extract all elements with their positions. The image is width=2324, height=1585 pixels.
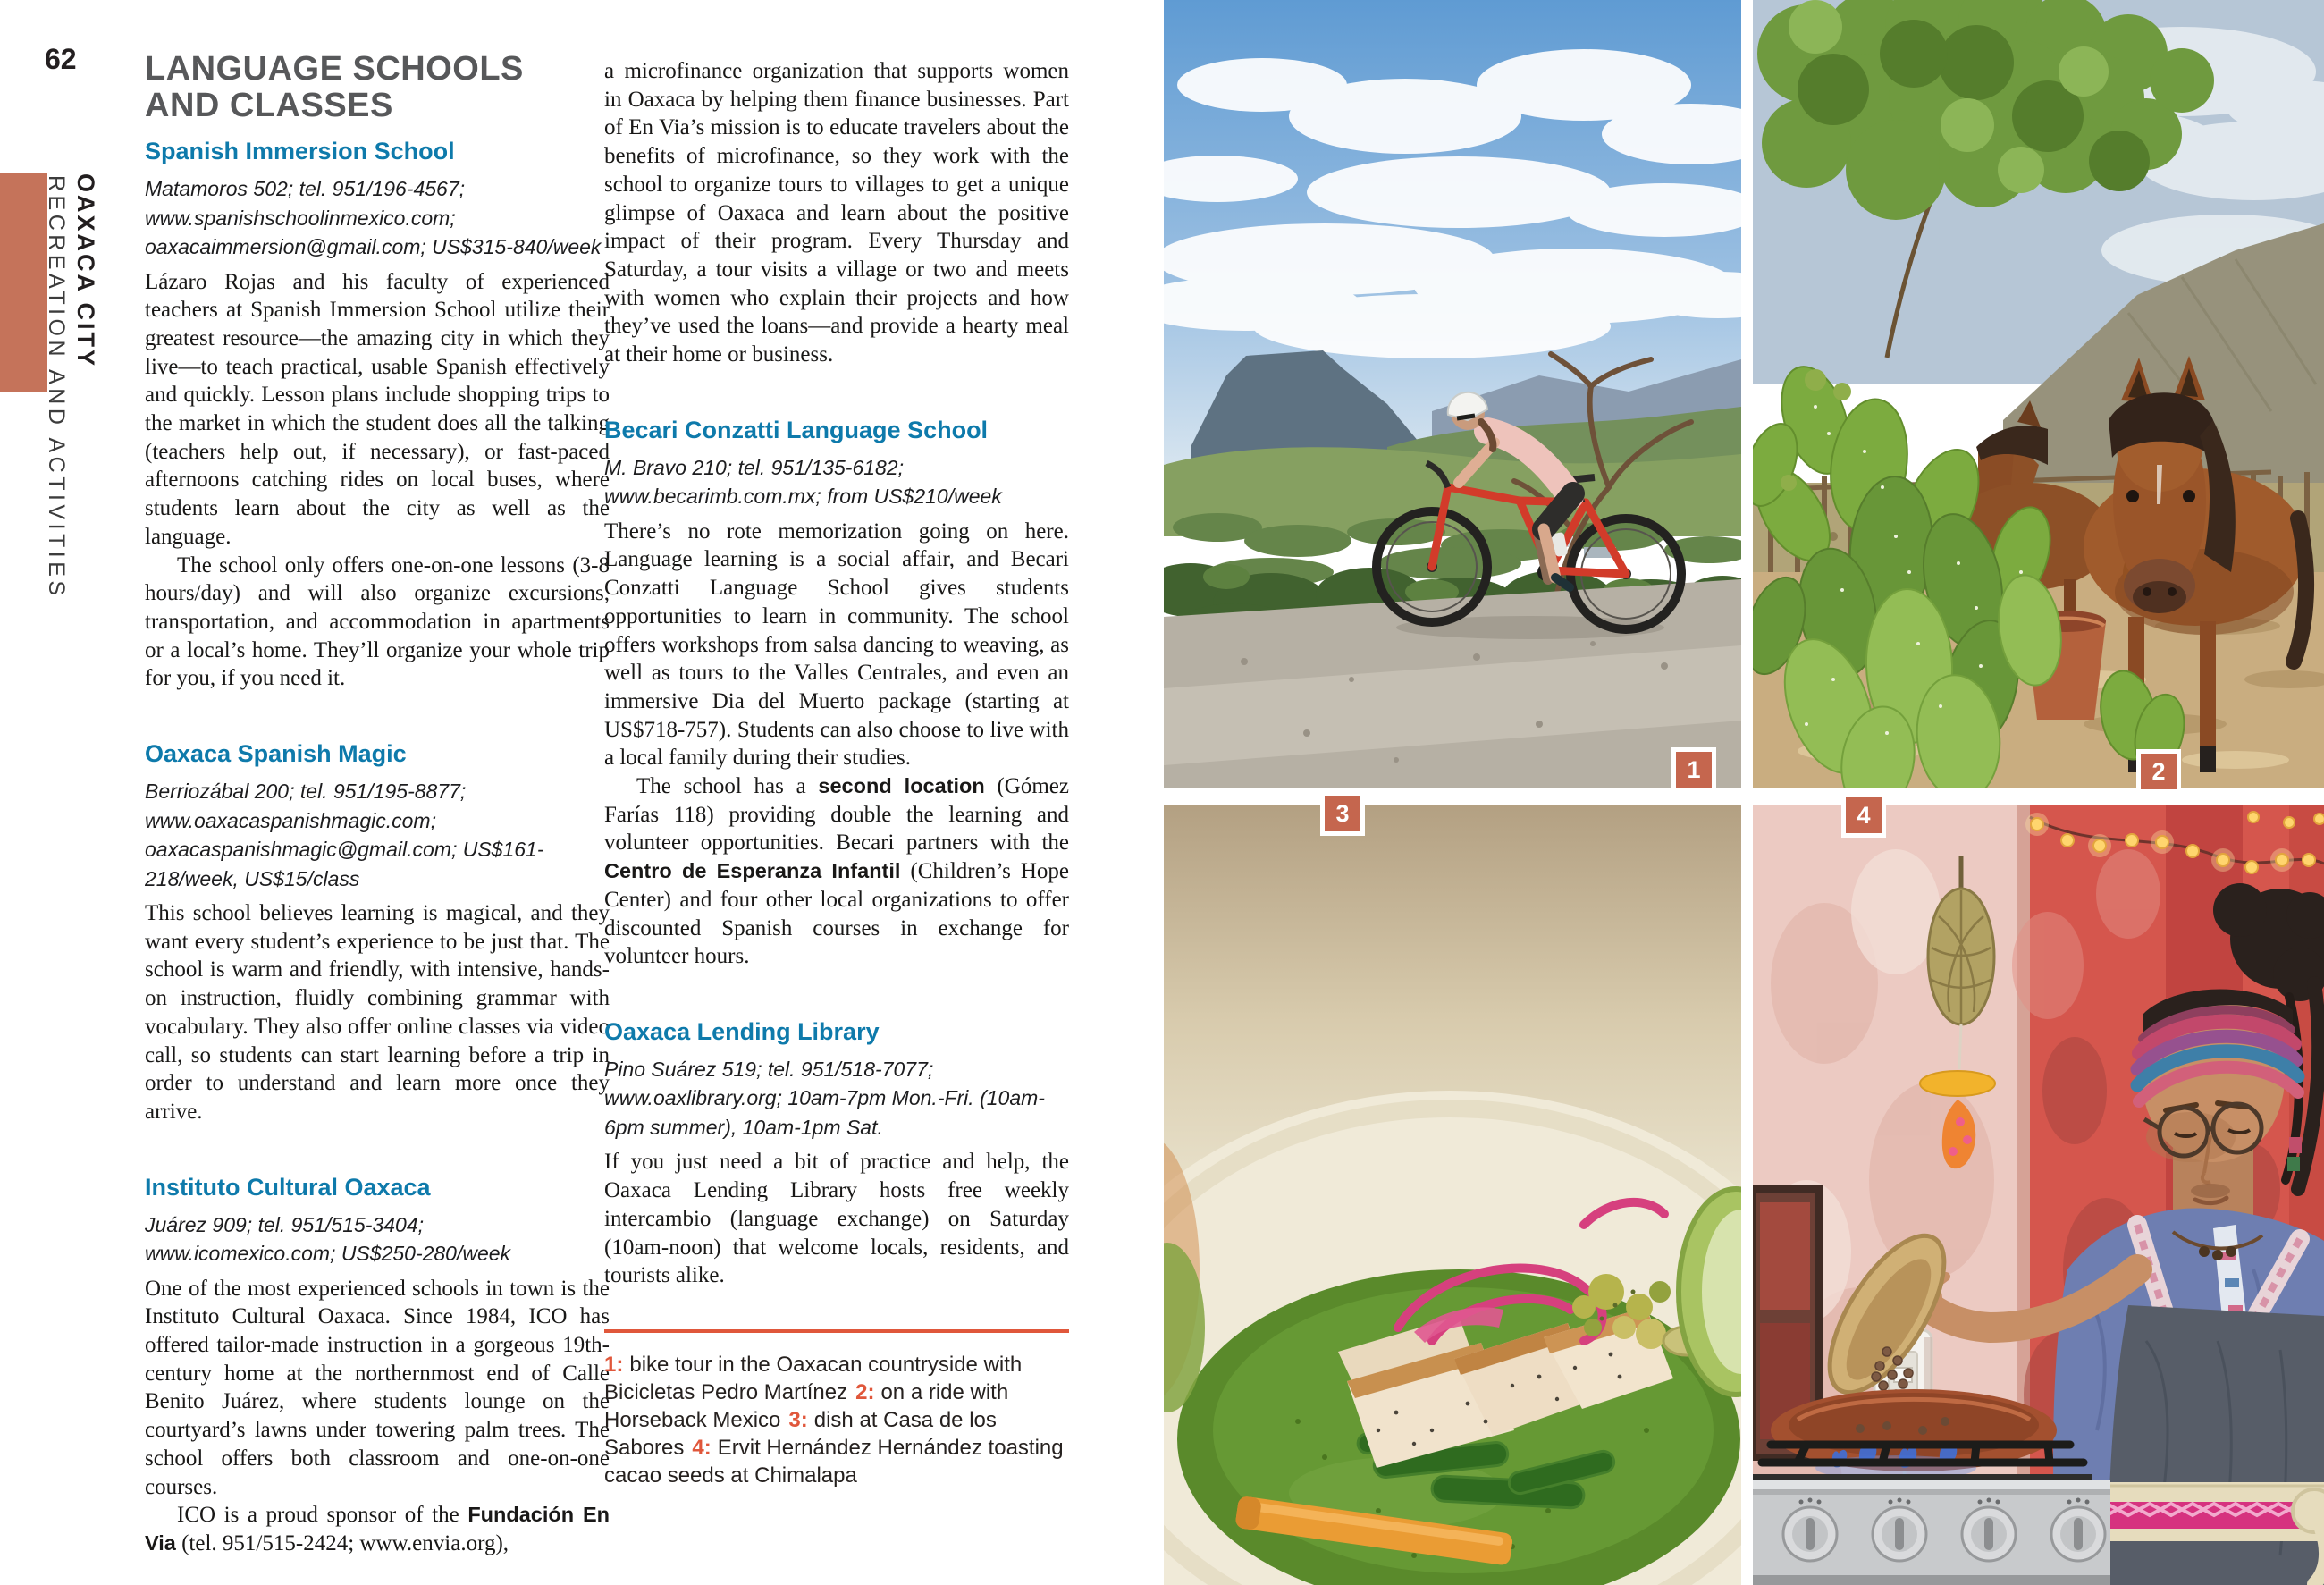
section-heading: [145, 51, 610, 124]
listing-contact-lending-library: Pino Suárez 519; tel. 951/518-7077; www.oaxlibrary.org; 10am-7pm Mon.-Fri. (10am-6pm summer), 10am-1pm Sat.: [604, 1057, 1045, 1139]
section-heading-line2: AND CLASSES: [145, 87, 393, 124]
horses-illustration: [1753, 0, 2324, 788]
photo-captions: [604, 1351, 1069, 1489]
listing-paragraph: If you just need a bit of practice and help, the Oaxaca Lending Library hosts free weekly intercambio (language exchange) on Saturday (10am-noon) that welcome locals, residents, and tourists alike.: [604, 1150, 1069, 1288]
listing-title-instituto-cultural: Instituto Cultural Oaxaca: [145, 1173, 431, 1201]
listing-paragraph: [145, 1501, 610, 1557]
caption-number-3: 3:: [788, 1408, 808, 1432]
photo-cacao-toasting: [1753, 805, 2324, 1585]
page-number: 62: [45, 43, 77, 75]
listing-contact-oaxaca-spanish-magic: Berriozábal 200; tel. 951/195-8877; www.oaxacaspanishmagic.com; oaxacaspanishmagic@gmail.com; US$161-218/week, US$15/class: [145, 780, 544, 890]
paragraph-text: (Children’s Hope Center) and four other local organizations to offer discounted Spanish courses in exchange for volunteer hours.: [604, 859, 1069, 969]
listing-paragraph: There’s no rote memorization going on here. Language learning is a social affair, and Becari Conzatti Language School gives students opportunities to learn in community. The school offers workshops from salsa dancing to weaving, as well as tours to the Valles Centrales, and even an immersive Dia del Muerto package (starting at US$718-757). Students can also choose to live with a local family during their studies.: [604, 518, 1069, 771]
listing-paragraph-continuation: a microfinance organization that supports women in Oaxaca by helping them finance businesses. Part of En Via’s mission is to educate travelers about the benefits of microfinance, so they work with the school to organize tours to villages to get a unique glimpse of Oaxaca and learn about the positive impact of their program. Every Thursday and Saturday, a tour visits a village or two and meets with women who explain their projects and how they’ve used the loans—and provide a hearty meal at their home or business.: [604, 59, 1069, 367]
photo-horseback: [1753, 0, 2324, 788]
caption-number-2: 2:: [855, 1380, 875, 1404]
listing-title-spanish-immersion: Spanish Immersion School: [145, 138, 455, 164]
caption-text-3: dish at Casa de los Sabores: [604, 1408, 997, 1460]
listing-contact-spanish-immersion: Matamoros 502; tel. 951/196-4567; www.spanishschoolinmexico.com; oaxacaimmersion@gmail.com; US$315-840/week: [145, 177, 602, 258]
bold-term-centro-de-esperanza: Centro de Esperanza Infantil: [604, 859, 901, 883]
bold-term-second-location: second location: [818, 774, 985, 798]
photo-badge-4: 4: [1841, 793, 1886, 838]
listing-paragraph: Lázaro Rojas and his faculty of experienced teachers at Spanish Immersion School utilize their greatest resource—the amazing city in which they live—to teach practical, usable Spanish effectively and quickly. Lesson plans include shopping trips to the market in which the student does all the talking (teachers help out, if necessary), or fast-paced afternoons catching rides on local buses, where students learn about the city as well as the language.: [145, 269, 610, 549]
caption-divider-rule: [604, 1329, 1069, 1333]
photo-bike-tour: [1164, 0, 1741, 788]
paragraph-text: ICO is a proud sponsor of the: [177, 1503, 468, 1528]
listing-paragraph: One of the most experienced schools in town is the Instituto Cultural Oaxaca. Since 1984, ICO has offered tailor-made instruction in a gorgeous 19th-century home at the northernmost end of Calle Benito Juárez, where students lounge on the courtyard’s lawns under towering palm trees. The school offers both classroom and one-on-one courses.: [145, 1276, 610, 1499]
paragraph-text: The school has a: [636, 774, 819, 799]
bike-tour-illustration: [1164, 0, 1741, 788]
listing-contact-instituto-cultural: Juárez 909; tel. 951/515-3404; www.icomexico.com; US$250-280/week: [145, 1212, 511, 1266]
listing-title-oaxaca-spanish-magic: Oaxaca Spanish Magic: [145, 740, 407, 768]
listing-title-lending-library: Oaxaca Lending Library: [604, 1017, 880, 1045]
listing-title-becari-conzatti: Becari Conzatti Language School: [604, 416, 989, 443]
cacao-toasting-illustration: [1753, 805, 2324, 1585]
listing-paragraph: The school only offers one-on-one lessons (3-8 hours/day) and will also organize excursions, transportation, and accommodation in apartments or a local’s home. They’ll organize your whole trip for you, if you need it.: [145, 552, 610, 691]
bold-term-fundacion-en-via: Fundación En Via: [145, 1503, 610, 1555]
section-heading-line1: LANGUAGE SCHOOLS: [145, 51, 524, 88]
caption-text-1: bike tour in the Oaxacan countryside with Bicicletas Pedro Martínez: [604, 1353, 1023, 1404]
text-column-right: [604, 57, 1069, 1585]
listing-paragraph: This school believes learning is magical, and they want every student’s experience to be just that. The school is warm and friendly, with intensive, hands-on instruction, fluidly combining grammar with vocabulary. They also offer online classes via video call, so students can start learning before a trip in order to understand and learn more once they arrive.: [145, 901, 610, 1124]
dish-illustration: [1164, 805, 1741, 1585]
caption-number-1: 1:: [604, 1353, 624, 1377]
caption-text-4: Ervit Hernández Hernández toasting cacao seeds at Chimalapa: [604, 1436, 1064, 1488]
listing-contact-becari-conzatti: M. Bravo 210; tel. 951/135-6182; www.becarimb.com.mx; from US$210/week: [604, 455, 1002, 509]
caption-number-4: 4:: [692, 1436, 712, 1460]
photo-badge-1: 1: [1671, 747, 1716, 792]
paragraph-text: (Gómez Farías 118) providing double the learning and volunteer opportunities. Becari partners with the: [604, 774, 1069, 856]
caption-text-2: on a ride with Horseback Mexico: [604, 1380, 1009, 1432]
text-column-left: [145, 51, 610, 1585]
photo-badge-3: 3: [1320, 791, 1365, 836]
listing-paragraph: [604, 772, 1069, 971]
photo-badge-2: 2: [2136, 749, 2181, 794]
chapter-color-bar: [0, 173, 47, 392]
photo-dish: [1164, 805, 1741, 1585]
sidebar-section-label: RECREATION AND ACTIVITIES: [44, 175, 69, 600]
sidebar-chapter-label: OAXACA CITY: [72, 173, 99, 369]
paragraph-text: (tel. 951/515-2424; www.envia.org),: [175, 1531, 509, 1555]
